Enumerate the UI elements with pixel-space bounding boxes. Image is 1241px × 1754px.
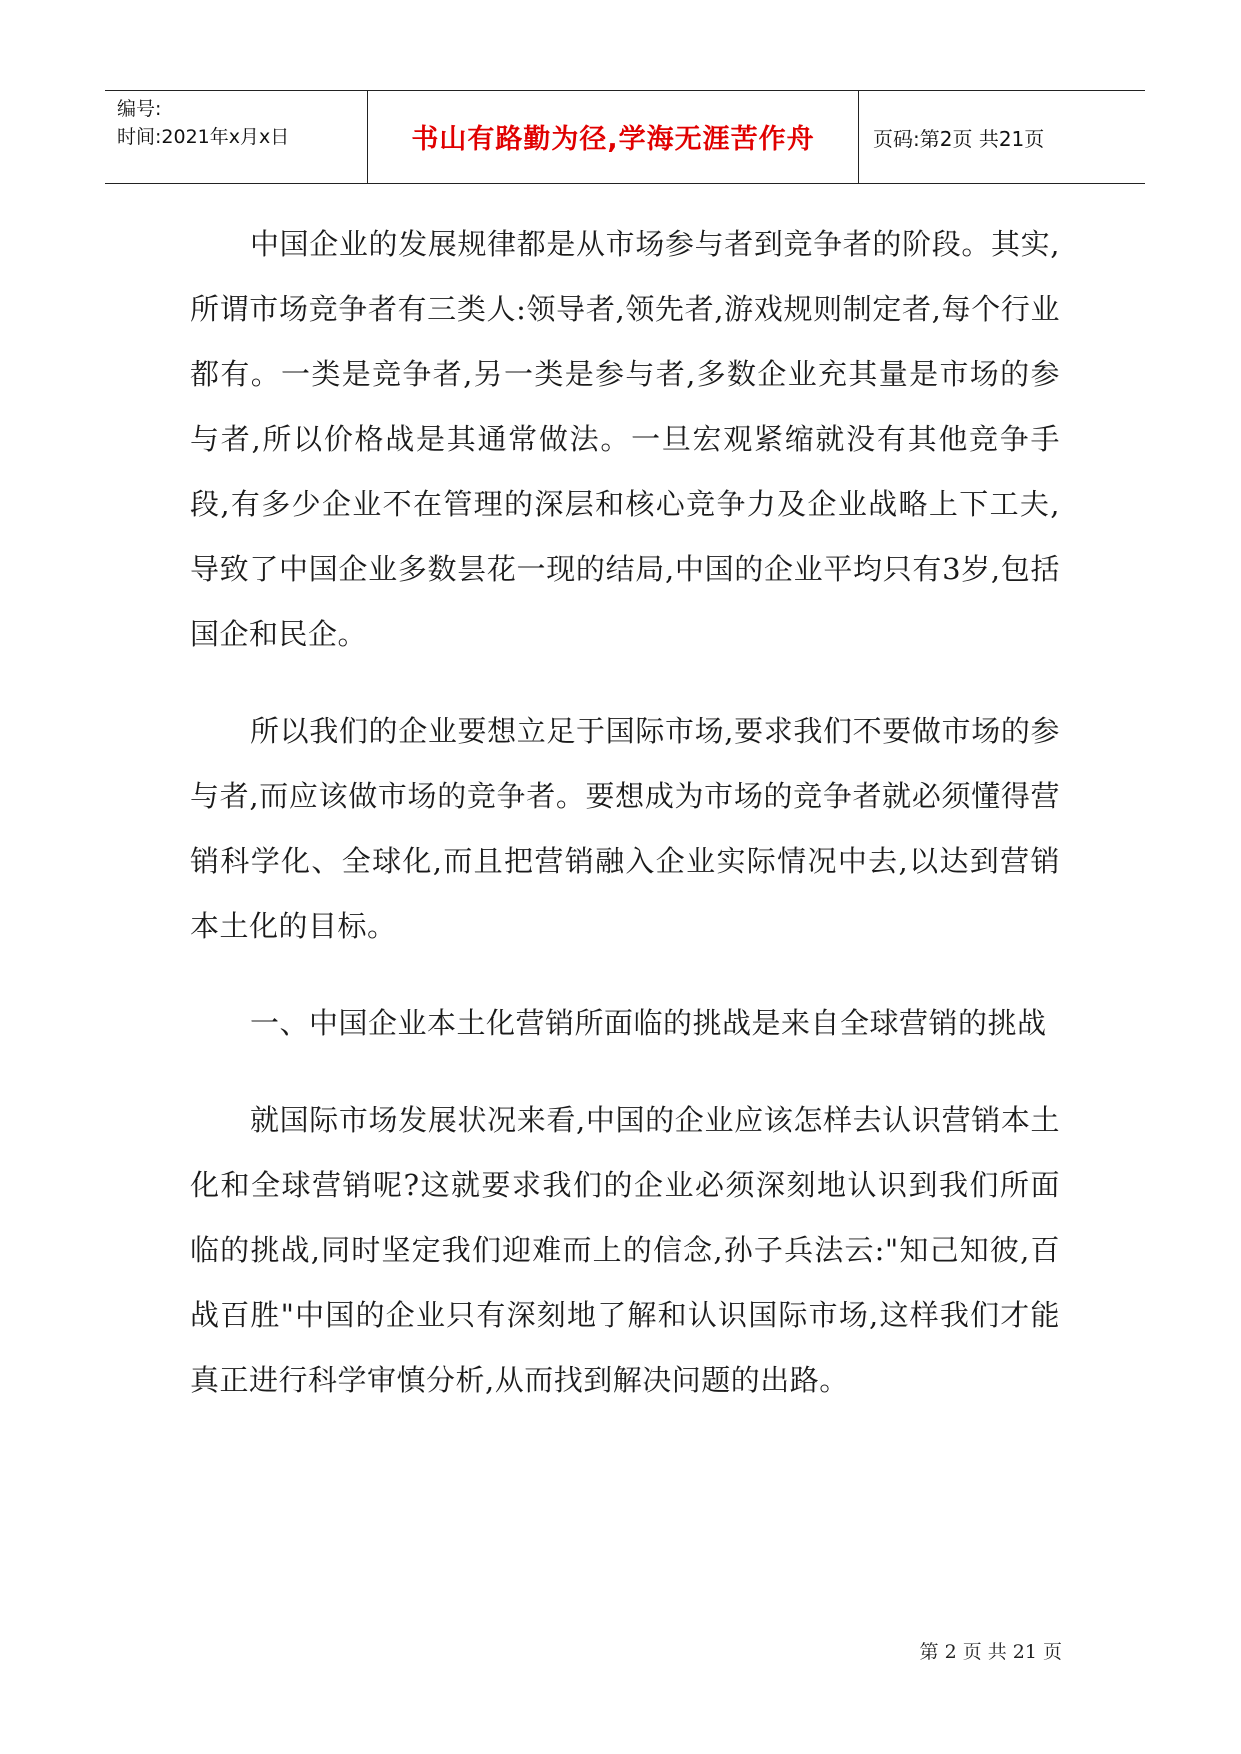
body-paragraph-1: 中国企业的发展规律都是从市场参与者到竞争者的阶段。其实,所谓市场竞争者有三类人:领导者,领先者,游戏规则制定者,每个行业都有。一类是竞争者,另一类是参与者,多数企业充其量是市场的参与者,所以价格战是其通常做法。一旦宏观紧缩就没有其他竞争手段,有多少企业不在管理的深层和核心竞争力及企业战略上下工夫,导致了中国企业多数昙花一现的结局,中国的企业平均只有3岁,包括国企和民企。 bbox=[190, 227, 1060, 651]
page-header bbox=[105, 90, 1145, 184]
header-motto: 书山有路勤为径,学海无涯苦作舟 bbox=[411, 124, 815, 155]
header-time-label: 时间:2021年x月x日 bbox=[117, 126, 290, 148]
page-footer: 第 2 页 共 21 页 bbox=[919, 1641, 1062, 1663]
document-body bbox=[190, 212, 1060, 1413]
header-meta bbox=[117, 95, 289, 151]
body-paragraph-2: 所以我们的企业要想立足于国际市场,要求我们不要做市场的参与者,而应该做市场的竞争者。要想成为市场的竞争者就必须懂得营销科学化、全球化,而且把营销融入企业实际情况中去,以达到营销本土化的目标。 bbox=[190, 714, 1060, 943]
header-number-label: 编号: bbox=[117, 98, 162, 120]
header-page-label: 页码:第2页 共21页 bbox=[873, 127, 1045, 151]
header-divider-right bbox=[858, 91, 859, 183]
body-paragraph-3: 就国际市场发展状况来看,中国的企业应该怎样去认识营销本土化和全球营销呢?这就要求我们的企业必须深刻地认识到我们所面临的挑战,同时坚定我们迎难而上的信念,孙子兵法云:"知己知彼,百战百胜"中国的企业只有深刻地了解和认识国际市场,这样我们才能真正进行科学审慎分析,从而找到解决问题的出路。 bbox=[190, 1103, 1060, 1397]
section-heading: 一、中国企业本土化营销所面临的挑战是来自全球营销的挑战 bbox=[250, 1006, 1047, 1040]
